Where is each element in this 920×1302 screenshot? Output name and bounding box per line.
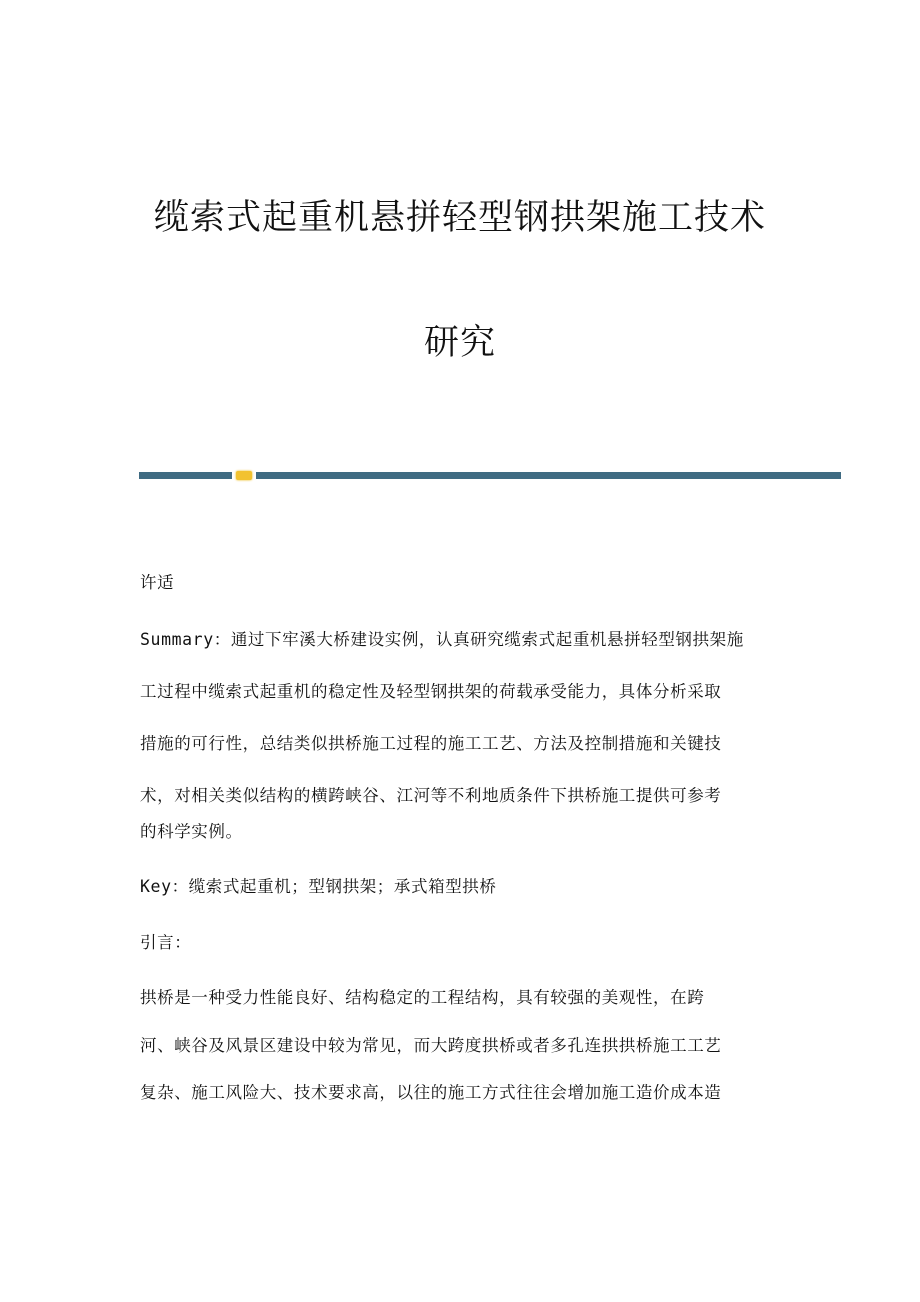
intro-heading: 引言： [140,933,192,952]
intro-line: 河、峡谷及风景区建设中较为常见，而大跨度拱桥或者多孔连拱拱桥施工工艺 [140,1036,722,1055]
author: 许适 [140,573,175,592]
divider-ornament-icon [236,471,252,480]
document-title-line-2: 研究 [423,323,496,363]
divider-bar-right [256,472,841,479]
summary-line: 术，对相关类似结构的横跨峡谷、江河等不利地质条件下拱桥施工提供可参考 [140,786,722,805]
summary-line: 工过程中缆索式起重机的稳定性及轻型钢拱架的荷载承受能力，具体分析采取 [140,682,722,701]
document-title-line-1: 缆索式起重机悬拼轻型钢拱架施工技术 [153,198,766,238]
divider-bar-left [139,472,232,479]
intro-line: 复杂、施工风险大、技术要求高，以往的施工方式往往会增加施工造价成本造 [140,1083,722,1102]
keywords: Key：缆索式起重机；型钢拱架；承式箱型拱桥 [140,877,497,896]
title-divider [139,471,841,480]
summary-line: 措施的可行性，总结类似拱桥施工过程的施工工艺、方法及控制措施和关键技 [140,734,722,753]
intro-line: 拱桥是一种受力性能良好、结构稳定的工程结构，具有较强的美观性，在跨 [140,988,705,1007]
summary-line: Summary：通过下牢溪大桥建设实例，认真研究缆索式起重机悬拼轻型钢拱架施 [140,630,744,649]
summary-line: 的科学实例。 [140,822,243,841]
